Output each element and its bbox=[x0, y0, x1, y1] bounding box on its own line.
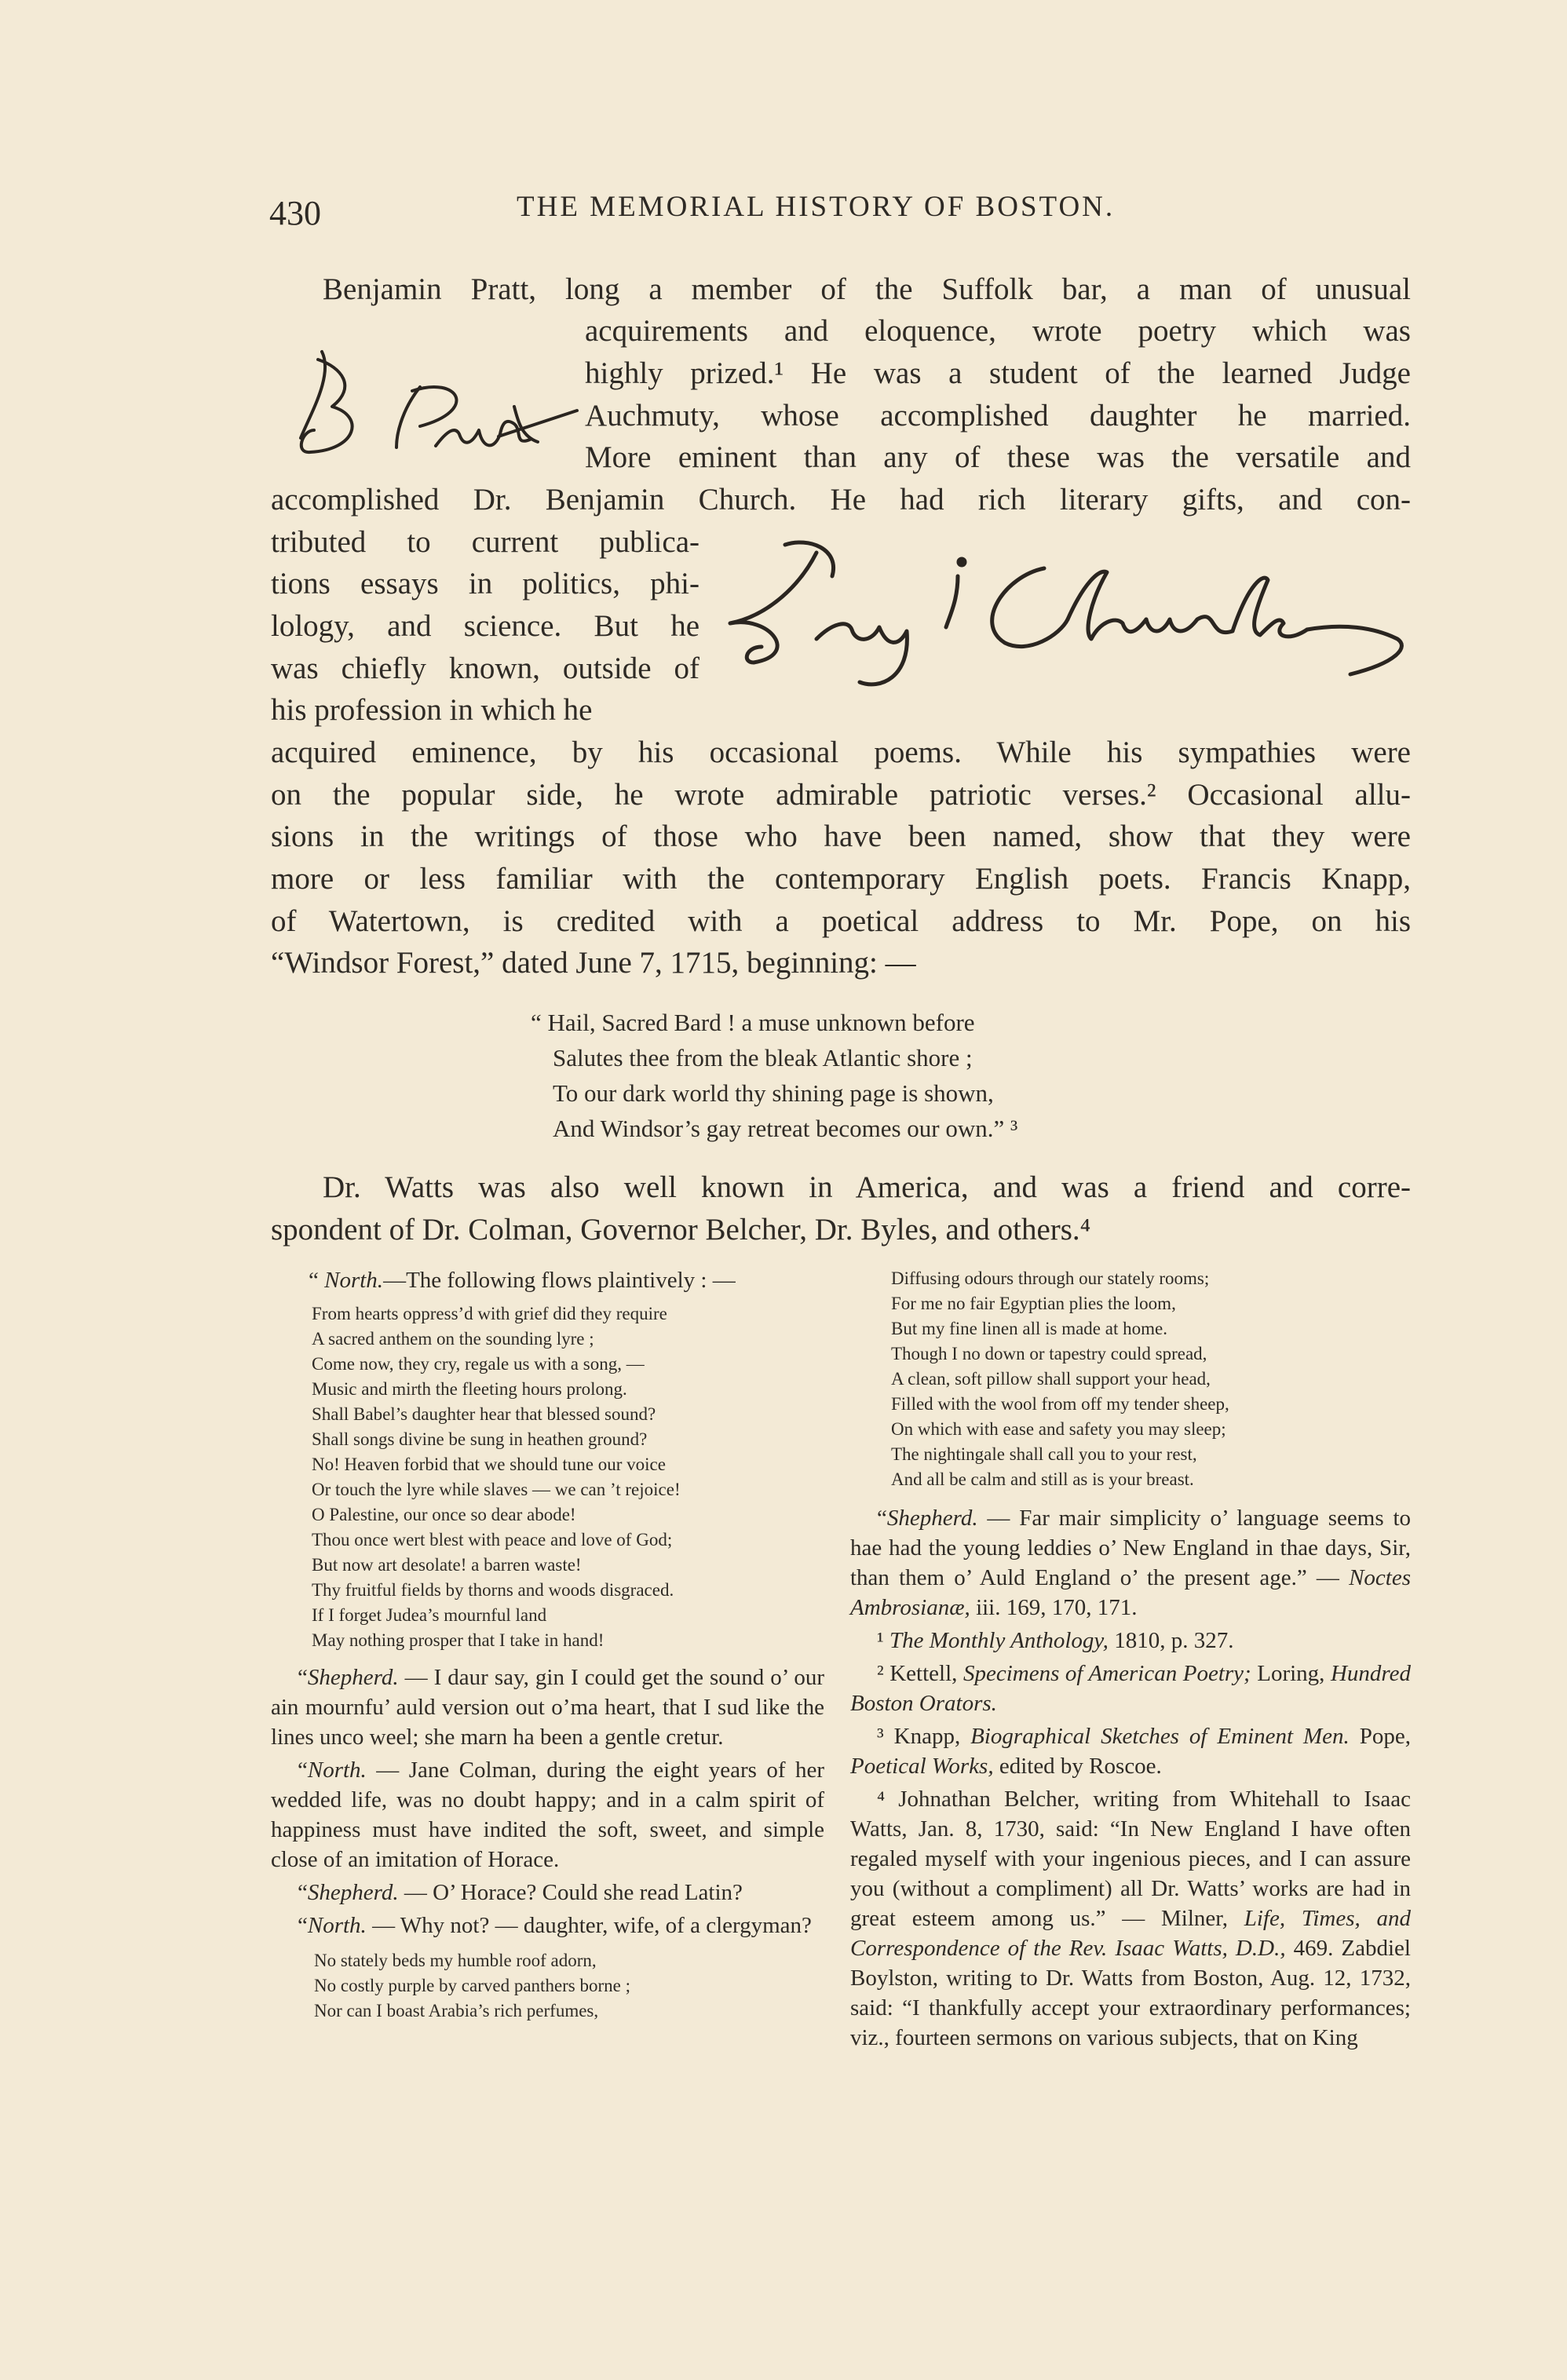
horace-line: No stately beds my humble roof adorn, bbox=[314, 1951, 597, 1970]
psalm-line: No! Heaven forbid that we should tune our voice bbox=[312, 1455, 666, 1474]
north-intro-text: —The following flows plaintively : — bbox=[383, 1268, 736, 1293]
psalm-verse bbox=[271, 1301, 824, 1653]
footnote-marker: ³ bbox=[877, 1724, 884, 1749]
poem-line: “ Hail, Sacred Bard ! a muse unknown before bbox=[531, 1009, 975, 1036]
north-intro: “ North.—The following flows plaintively : — bbox=[309, 1268, 736, 1293]
footnote-3 bbox=[850, 1721, 1411, 1781]
speaker-north: North. bbox=[307, 1913, 367, 1938]
psalm-line: Come now, they cry, regale us with a song, — bbox=[312, 1354, 645, 1374]
psalm-line: Music and mirth the fleeting hours prolong. bbox=[312, 1379, 627, 1399]
horace-line: No costly purple by carved panthers borne ; bbox=[314, 1976, 631, 1995]
psalm-line: May nothing prosper that I take in hand! bbox=[312, 1630, 605, 1650]
footnote-text: 469. Zabdiel Boylston, writing to Dr. Watts from Boston, Aug. 12, 1732, said: “I thankfully accept your extraordinary performances; viz., fourteen sermons on various subjects, that on King bbox=[850, 1936, 1411, 2050]
main-line-7: tributed to current publica- bbox=[271, 525, 699, 559]
closing-line-2: spondent of Dr. Colman, Governor Belcher, Dr. Byles, and others.⁴ bbox=[271, 1213, 1091, 1247]
main-line-12: acquired eminence, by his occasional poems. While his sympathies were bbox=[271, 736, 1411, 769]
main-line-9: lology, and science. But he bbox=[271, 609, 699, 643]
footnote-text: Loring, bbox=[1251, 1661, 1331, 1686]
shepherd-text-2: — O’ Horace? Could she read Latin? bbox=[398, 1880, 743, 1905]
footnote-marker: ¹ bbox=[877, 1628, 884, 1653]
footnote-title: The Monthly Anthology, bbox=[889, 1628, 1109, 1653]
footnote-text: Knapp, bbox=[883, 1724, 971, 1749]
main-line-17: “Windsor Forest,” dated June 7, 1715, beginning: — bbox=[271, 946, 916, 980]
psalm-line: Or touch the lyre while slaves — we can ’t rejoice! bbox=[312, 1480, 681, 1499]
horace-line: For me no fair Egyptian plies the loom, bbox=[891, 1294, 1176, 1313]
psalm-line: From hearts oppress’d with grief did they require bbox=[312, 1304, 667, 1323]
source-title: Noctes Ambrosianæ, bbox=[850, 1565, 1411, 1620]
horace-line: Nor can I boast Arabia’s rich perfumes, bbox=[314, 2001, 599, 2020]
speaker-shepherd: Shepherd. bbox=[886, 1506, 978, 1531]
footnote-text: edited by Roscoe. bbox=[993, 1754, 1162, 1779]
main-line-13: on the popular side, he wrote admirable patriotic verses.² Occasional allu- bbox=[271, 778, 1411, 812]
main-line-3: highly prized.¹ He was a student of the learned Judge bbox=[585, 356, 1411, 390]
main-line-1: Benjamin Pratt, long a member of the Suffolk bar, a man of unusual bbox=[323, 272, 1411, 306]
footnote-1 bbox=[850, 1626, 1411, 1655]
footnote-title: Biographical Sketches of Eminent Men. bbox=[970, 1724, 1350, 1749]
poem-line: And Windsor’s gay retreat becomes our own.” ³ bbox=[553, 1115, 1018, 1142]
main-line-2: acquirements and eloquence, wrote poetry which was bbox=[585, 314, 1411, 348]
horace-line: But my fine linen all is made at home. bbox=[891, 1319, 1167, 1338]
speaker-shepherd: Shepherd. bbox=[307, 1665, 399, 1690]
footnote-2 bbox=[850, 1659, 1411, 1718]
psalm-line: Thy fruitful fields by thorns and woods disgraced. bbox=[312, 1580, 674, 1600]
speaker-north: North. bbox=[324, 1268, 384, 1293]
horace-verse-continued bbox=[850, 1266, 1411, 1492]
footnote-marker: ² bbox=[877, 1661, 884, 1686]
footnote-title: Specimens of American Poetry; bbox=[962, 1661, 1251, 1686]
footnote-title: Life, Times, and Correspondence of the Rev. Isaac Watts, D.D., bbox=[850, 1906, 1411, 1961]
footnote-text: 1810, p. 327. bbox=[1108, 1628, 1234, 1653]
footnote-column-left bbox=[271, 1265, 824, 2024]
north-paragraph-3: “North. — Why not? — daughter, wife, of a clergyman? bbox=[298, 1913, 812, 1938]
horace-verse bbox=[271, 1948, 824, 2024]
main-line-15: more or less familiar with the contemporary English poets. Francis Knapp, bbox=[271, 862, 1411, 896]
psalm-line: Thou once wert blest with peace and love of God; bbox=[312, 1530, 673, 1550]
footnote-title: Hundred Boston Orators. bbox=[850, 1661, 1411, 1716]
quoted-poem bbox=[531, 1005, 1017, 1146]
poem-line: Salutes thee from the bleak Atlantic shore ; bbox=[553, 1044, 973, 1071]
horace-line: Diffusing odours through our stately rooms; bbox=[891, 1268, 1210, 1288]
dialogue-left bbox=[271, 1663, 824, 1940]
footnote-text: Pope, bbox=[1349, 1724, 1411, 1749]
shepherd-paragraph-2: “Shepherd. — O’ Horace? Could she read Latin? bbox=[298, 1880, 743, 1905]
north-paragraph-2: “North. — Jane Colman, during the eight years of her wedded life, was no doubt happy; and in a calm spirit of happiness must have indited the soft, sweet, and simple close of an imitation of Horace. bbox=[271, 1758, 824, 1872]
horace-line: On which with ease and safety you may sleep; bbox=[891, 1419, 1226, 1439]
horace-line: Filled with the wool from off my tender sheep, bbox=[891, 1394, 1229, 1414]
psalm-line: A sacred anthem on the sounding lyre ; bbox=[312, 1329, 594, 1349]
footnote-marker: ⁴ bbox=[877, 1787, 886, 1812]
dialogue-right bbox=[850, 1503, 1411, 2053]
speaker-shepherd: Shepherd. bbox=[307, 1880, 399, 1905]
main-line-4: Auchmuty, whose accomplished daughter he married. bbox=[585, 399, 1411, 433]
speaker-north: North. bbox=[307, 1758, 367, 1783]
page-number: 430 bbox=[269, 194, 321, 232]
main-line-8: tions essays in politics, phi- bbox=[271, 567, 699, 600]
horace-line: Though I no down or tapestry could spread, bbox=[891, 1344, 1207, 1363]
psalm-line: If I forget Judea’s mournful land bbox=[312, 1605, 547, 1625]
shepherd-text-3: — Far mair simplicity o’ language seems to hae had the young leddies o’ New England in thae days, Sir, than them o’ Auld England o’ the present age.” — bbox=[850, 1506, 1411, 1590]
north-text-2: — Jane Colman, during the eight years of her wedded life, was no doubt happy; and in a calm spirit of happiness must have indited the soft, sweet, and simple close of an imitation of Horace. bbox=[271, 1758, 824, 1872]
main-line-6: accomplished Dr. Benjamin Church. He had rich literary gifts, and con- bbox=[271, 483, 1411, 517]
poem-line: To our dark world thy shining page is shown, bbox=[553, 1079, 994, 1107]
shepherd-text-1: — I daur say, gin I could get the sound o’ our ain mournfu’ auld version out o’ma heart, that I sud like the lines unco weel; she marn ha been a gentle cretur. bbox=[271, 1665, 824, 1750]
running-title: THE MEMORIAL HISTORY OF BOSTON. bbox=[517, 191, 1116, 223]
psalm-line: O Palestine, our once so dear abode! bbox=[312, 1505, 576, 1524]
footnote-column-right bbox=[850, 1266, 1411, 2056]
horace-line: The nightingale shall call you to your rest, bbox=[891, 1444, 1197, 1464]
psalm-line: Shall Babel’s daughter hear that blessed sound? bbox=[312, 1404, 656, 1424]
main-line-10: was chiefly known, outside of bbox=[271, 652, 699, 685]
footnote-4 bbox=[850, 1784, 1411, 2053]
horace-line: And all be calm and still as is your breast. bbox=[891, 1469, 1194, 1489]
pratt-signature bbox=[279, 344, 589, 469]
main-line-5: More eminent than any of these was the versatile and bbox=[585, 440, 1411, 474]
north-text-3: — Why not? — daughter, wife, of a clergyman? bbox=[366, 1913, 812, 1938]
psalm-line: Shall songs divine be sung in heathen ground? bbox=[312, 1429, 648, 1449]
main-line-11: his profession in which he bbox=[271, 693, 593, 727]
psalm-line: But now art desolate! a barren waste! bbox=[312, 1555, 582, 1575]
footnote-text: Johnathan Belcher, writing from Whitehall to Isaac Watts, Jan. 8, 1730, said: “In New England I have often regaled myself with your ingenious pieces, and I can assure you (without a compliment) all Dr. Watts’ works are had in great esteem among us.” — Milner, bbox=[850, 1787, 1411, 1931]
footnote-title: Poetical Works, bbox=[850, 1754, 994, 1779]
shepherd-paragraph-3: “Shepherd. — Far mair simplicity o’ language seems to hae had the young leddies o’ New England in thae days, Sir, than them o’ Auld England o’ the present age.” — Noctes Ambrosianæ, iii. 169, 170, 171. bbox=[850, 1506, 1411, 1620]
horace-line: A clean, soft pillow shall support your head, bbox=[891, 1369, 1211, 1389]
closing-line-1: Dr. Watts was also well known in America, and was a friend and corre- bbox=[323, 1170, 1411, 1204]
church-signature bbox=[722, 537, 1413, 694]
footnote-text: Kettell, bbox=[883, 1661, 963, 1686]
main-line-14: sions in the writings of those who have been named, show that they were bbox=[271, 819, 1411, 853]
source-reference: iii. 169, 170, 171. bbox=[970, 1595, 1138, 1620]
shepherd-paragraph-1: “Shepherd. — I daur say, gin I could get the sound o’ our ain mournfu’ auld version out o’ma heart, that I sud like the lines unco weel; she marn ha been a gentle cretur. bbox=[271, 1665, 824, 1750]
main-line-16: of Watertown, is credited with a poetical address to Mr. Pope, on his bbox=[271, 904, 1411, 938]
